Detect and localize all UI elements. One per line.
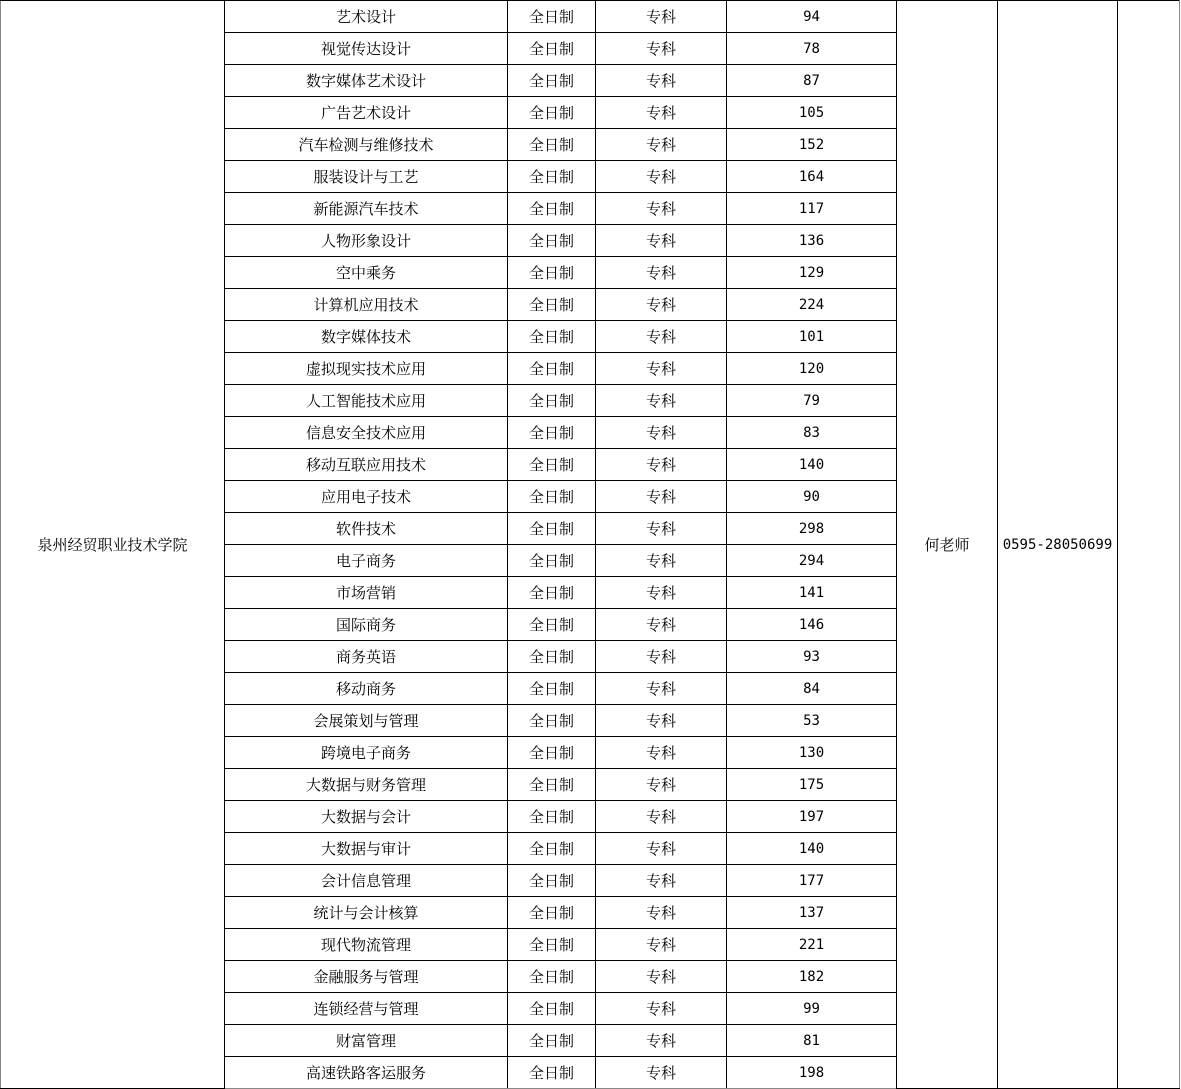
study-mode-cell: 全日制 [508, 993, 596, 1025]
enrollment-count-cell: 78 [727, 33, 897, 65]
education-level-cell: 专科 [596, 609, 727, 641]
education-level-cell: 专科 [596, 385, 727, 417]
education-level-cell: 专科 [596, 129, 727, 161]
major-cell: 软件技术 [225, 513, 508, 545]
table-body [1, 1, 1180, 1089]
study-mode-cell: 全日制 [508, 1025, 596, 1057]
education-level-cell: 专科 [596, 321, 727, 353]
education-level-cell: 专科 [596, 1, 727, 33]
education-level-cell: 专科 [596, 353, 727, 385]
study-mode-cell: 全日制 [508, 801, 596, 833]
major-cell: 统计与会计核算 [225, 897, 508, 929]
major-cell: 数字媒体技术 [225, 321, 508, 353]
enrollment-count-cell: 81 [727, 1025, 897, 1057]
contact-person-cell: 何老师 [897, 1, 998, 1089]
major-cell: 人物形象设计 [225, 225, 508, 257]
enrollment-count-cell: 90 [727, 481, 897, 513]
study-mode-cell: 全日制 [508, 417, 596, 449]
education-level-cell: 专科 [596, 673, 727, 705]
study-mode-cell: 全日制 [508, 513, 596, 545]
education-level-cell: 专科 [596, 833, 727, 865]
education-level-cell: 专科 [596, 161, 727, 193]
enrollment-count-cell: 140 [727, 833, 897, 865]
study-mode-cell: 全日制 [508, 545, 596, 577]
enrollment-count-cell: 79 [727, 385, 897, 417]
enrollment-count-cell: 197 [727, 801, 897, 833]
education-level-cell: 专科 [596, 33, 727, 65]
study-mode-cell: 全日制 [508, 449, 596, 481]
major-cell: 移动互联应用技术 [225, 449, 508, 481]
major-cell: 空中乘务 [225, 257, 508, 289]
study-mode-cell: 全日制 [508, 1057, 596, 1089]
enrollment-count-cell: 94 [727, 1, 897, 33]
enrollment-count-cell: 84 [727, 673, 897, 705]
study-mode-cell: 全日制 [508, 609, 596, 641]
phone-cell: 0595-28050699 [998, 1, 1118, 1089]
enrollment-count-cell: 87 [727, 65, 897, 97]
education-level-cell: 专科 [596, 449, 727, 481]
education-level-cell: 专科 [596, 961, 727, 993]
enrollment-count-cell: 83 [727, 417, 897, 449]
education-level-cell: 专科 [596, 513, 727, 545]
major-cell: 汽车检测与维修技术 [225, 129, 508, 161]
study-mode-cell: 全日制 [508, 353, 596, 385]
enrollment-count-cell: 129 [727, 257, 897, 289]
enrollment-count-cell: 164 [727, 161, 897, 193]
major-cell: 数字媒体艺术设计 [225, 65, 508, 97]
education-level-cell: 专科 [596, 193, 727, 225]
enrollment-count-cell: 146 [727, 609, 897, 641]
study-mode-cell: 全日制 [508, 65, 596, 97]
education-level-cell: 专科 [596, 257, 727, 289]
education-level-cell: 专科 [596, 1057, 727, 1089]
enrollment-count-cell: 117 [727, 193, 897, 225]
enrollment-count-cell: 136 [727, 225, 897, 257]
enrollment-count-cell: 177 [727, 865, 897, 897]
enrollment-count-cell: 93 [727, 641, 897, 673]
study-mode-cell: 全日制 [508, 97, 596, 129]
major-cell: 大数据与财务管理 [225, 769, 508, 801]
study-mode-cell: 全日制 [508, 897, 596, 929]
education-level-cell: 专科 [596, 577, 727, 609]
study-mode-cell: 全日制 [508, 33, 596, 65]
study-mode-cell: 全日制 [508, 385, 596, 417]
education-level-cell: 专科 [596, 641, 727, 673]
enrollment-count-cell: 99 [727, 993, 897, 1025]
enrollment-count-cell: 120 [727, 353, 897, 385]
major-cell: 财富管理 [225, 1025, 508, 1057]
study-mode-cell: 全日制 [508, 577, 596, 609]
major-cell: 商务英语 [225, 641, 508, 673]
enrollment-count-cell: 140 [727, 449, 897, 481]
education-level-cell: 专科 [596, 705, 727, 737]
major-cell: 电子商务 [225, 545, 508, 577]
enrollment-count-cell: 101 [727, 321, 897, 353]
major-cell: 大数据与审计 [225, 833, 508, 865]
study-mode-cell: 全日制 [508, 929, 596, 961]
education-level-cell: 专科 [596, 481, 727, 513]
study-mode-cell: 全日制 [508, 769, 596, 801]
enrollment-count-cell: 175 [727, 769, 897, 801]
study-mode-cell: 全日制 [508, 161, 596, 193]
major-cell: 跨境电子商务 [225, 737, 508, 769]
enrollment-count-cell: 221 [727, 929, 897, 961]
major-cell: 应用电子技术 [225, 481, 508, 513]
education-level-cell: 专科 [596, 929, 727, 961]
study-mode-cell: 全日制 [508, 289, 596, 321]
major-cell: 人工智能技术应用 [225, 385, 508, 417]
study-mode-cell: 全日制 [508, 833, 596, 865]
enrollment-count-cell: 224 [727, 289, 897, 321]
enrollment-count-cell: 152 [727, 129, 897, 161]
education-level-cell: 专科 [596, 865, 727, 897]
study-mode-cell: 全日制 [508, 481, 596, 513]
study-mode-cell: 全日制 [508, 641, 596, 673]
empty-cell [1118, 1, 1180, 1089]
education-level-cell: 专科 [596, 737, 727, 769]
major-cell: 连锁经营与管理 [225, 993, 508, 1025]
education-level-cell: 专科 [596, 417, 727, 449]
major-cell: 金融服务与管理 [225, 961, 508, 993]
major-cell: 现代物流管理 [225, 929, 508, 961]
enrollment-count-cell: 130 [727, 737, 897, 769]
major-cell: 信息安全技术应用 [225, 417, 508, 449]
major-cell: 计算机应用技术 [225, 289, 508, 321]
major-cell: 虚拟现实技术应用 [225, 353, 508, 385]
major-cell: 大数据与会计 [225, 801, 508, 833]
major-cell: 国际商务 [225, 609, 508, 641]
enrollment-count-cell: 105 [727, 97, 897, 129]
major-cell: 高速铁路客运服务 [225, 1057, 508, 1089]
enrollment-count-cell: 137 [727, 897, 897, 929]
major-cell: 广告艺术设计 [225, 97, 508, 129]
education-level-cell: 专科 [596, 769, 727, 801]
major-cell: 视觉传达设计 [225, 33, 508, 65]
major-cell: 服装设计与工艺 [225, 161, 508, 193]
school-name-cell: 泉州经贸职业技术学院 [1, 1, 225, 1089]
study-mode-cell: 全日制 [508, 193, 596, 225]
education-level-cell: 专科 [596, 801, 727, 833]
major-cell: 市场营销 [225, 577, 508, 609]
enrollment-count-cell: 182 [727, 961, 897, 993]
major-cell: 艺术设计 [225, 1, 508, 33]
education-level-cell: 专科 [596, 1025, 727, 1057]
enrollment-count-cell: 53 [727, 705, 897, 737]
study-mode-cell: 全日制 [508, 321, 596, 353]
enrollment-count-cell: 294 [727, 545, 897, 577]
major-cell: 会展策划与管理 [225, 705, 508, 737]
study-mode-cell: 全日制 [508, 225, 596, 257]
enrollment-count-cell: 198 [727, 1057, 897, 1089]
major-cell: 会计信息管理 [225, 865, 508, 897]
education-level-cell: 专科 [596, 97, 727, 129]
education-level-cell: 专科 [596, 545, 727, 577]
study-mode-cell: 全日制 [508, 129, 596, 161]
major-cell: 移动商务 [225, 673, 508, 705]
study-mode-cell: 全日制 [508, 865, 596, 897]
education-level-cell: 专科 [596, 993, 727, 1025]
education-level-cell: 专科 [596, 289, 727, 321]
major-cell: 新能源汽车技术 [225, 193, 508, 225]
enrollment-count-cell: 298 [727, 513, 897, 545]
education-level-cell: 专科 [596, 225, 727, 257]
study-mode-cell: 全日制 [508, 673, 596, 705]
education-level-cell: 专科 [596, 65, 727, 97]
education-level-cell: 专科 [596, 897, 727, 929]
study-mode-cell: 全日制 [508, 961, 596, 993]
study-mode-cell: 全日制 [508, 1, 596, 33]
study-mode-cell: 全日制 [508, 737, 596, 769]
study-mode-cell: 全日制 [508, 257, 596, 289]
table-row [1, 1, 1180, 33]
study-mode-cell: 全日制 [508, 705, 596, 737]
enrollment-count-cell: 141 [727, 577, 897, 609]
